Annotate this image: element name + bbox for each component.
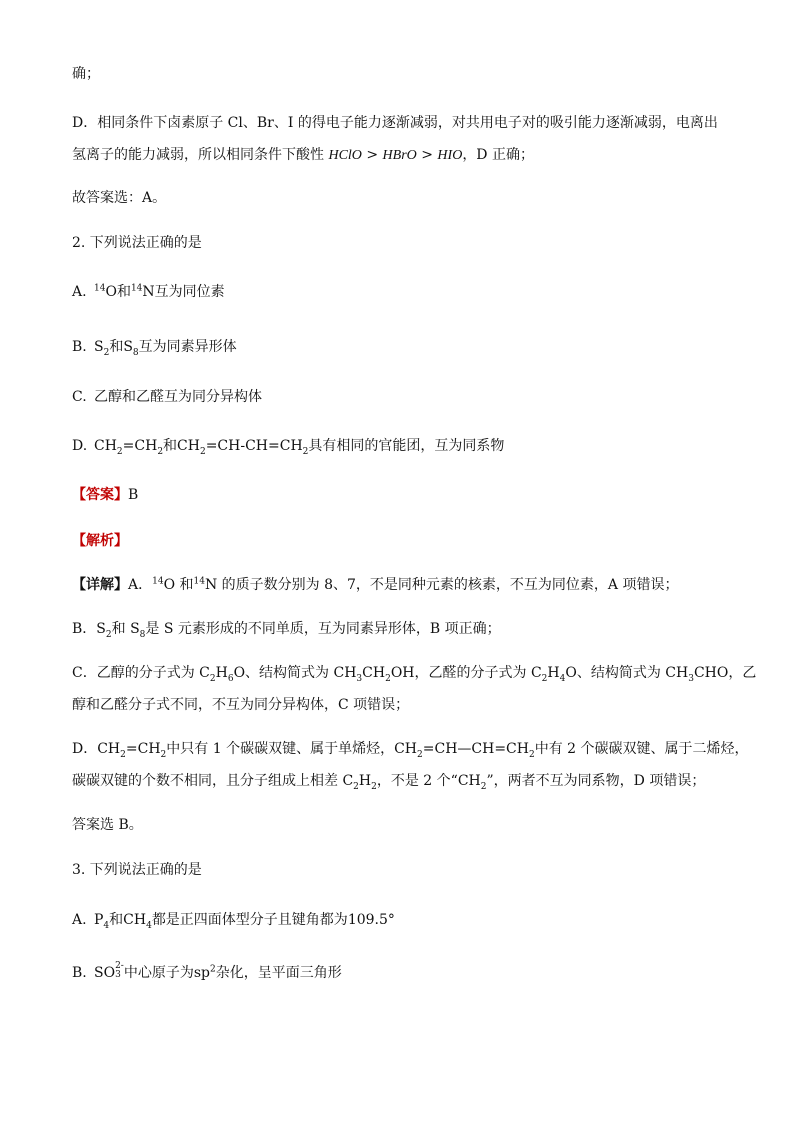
q2-detail-line3 xyxy=(72,663,757,684)
q2-option-c xyxy=(72,387,754,407)
subscript: 2 xyxy=(120,749,126,760)
subscript: 2 xyxy=(157,446,164,457)
text: 中有 2 个碳碳双键、属于二烯烃， xyxy=(534,741,749,757)
text: H xyxy=(358,773,372,789)
subscript: 2 xyxy=(528,749,535,760)
subscript: 3 xyxy=(115,970,121,980)
subscript: 2 xyxy=(116,446,123,457)
subscript: 2 xyxy=(541,673,548,684)
prev-option-d-line2 xyxy=(72,145,754,166)
q2-stem xyxy=(72,233,754,253)
formula-hio: HIO xyxy=(437,148,463,163)
superscript: 2 xyxy=(210,964,216,975)
subscript: 8 xyxy=(132,347,139,358)
text: =CH xyxy=(125,741,161,757)
prev-answer-tail xyxy=(72,64,754,84)
text: O xyxy=(105,284,117,300)
text: 碳碳双键的个数不相同，且分子组成上相差 C xyxy=(72,773,354,789)
mass-number: 14 xyxy=(130,283,143,294)
text: OH，乙醛的分子式为 C xyxy=(390,665,542,681)
text: CH xyxy=(123,912,147,928)
q3-stem xyxy=(72,860,754,880)
text: SO xyxy=(94,965,116,981)
text: 中心原子为 xyxy=(123,965,194,981)
option-label: C. xyxy=(72,389,87,405)
text: N 的质子数分别为 8、7，不是同种元素的核素，不互为同位素，A 项错误； xyxy=(204,577,679,593)
subscript: 4 xyxy=(146,920,152,931)
gt-sign: > xyxy=(366,147,379,163)
q2-detail-line6 xyxy=(72,771,754,791)
explanation-tag: 【解析】 xyxy=(72,533,128,549)
text: H xyxy=(215,665,228,681)
text: 互为同素异形体 xyxy=(138,339,237,355)
text: 氢离子的能力减弱，所以相同条件下酸性 xyxy=(72,147,324,163)
text: CH xyxy=(94,438,117,454)
text: 都是正四面体型分子且键角都为 xyxy=(151,912,348,928)
subscript: 6 xyxy=(227,673,234,684)
subscript: 3 xyxy=(688,673,694,684)
option-label: A. xyxy=(72,912,87,928)
formula-hclo: HClO xyxy=(328,148,362,163)
text: 确； xyxy=(72,66,100,82)
text: ，不是 2 个“CH xyxy=(376,773,481,789)
subscript: 8 xyxy=(139,629,146,640)
text: H xyxy=(547,665,560,681)
text: O、结构简式为 CH xyxy=(565,665,689,681)
text: 2. 下列说法正确的是 xyxy=(72,235,202,251)
text: 中只有 1 个碳碳双键、属于单烯烃，CH xyxy=(166,741,418,757)
answer-value: B xyxy=(128,487,139,503)
option-label: D. xyxy=(72,438,88,454)
text: 答案选 B。 xyxy=(72,817,143,833)
text: 和 xyxy=(109,339,124,355)
text: P xyxy=(94,912,104,928)
text: = xyxy=(122,438,135,454)
mass-number: 14 xyxy=(152,576,164,587)
answer-tag: 【答案】 xyxy=(72,487,128,503)
text: =CH-CH= xyxy=(205,438,280,454)
text: ”，两者不互为同系物，D 项错误； xyxy=(486,773,706,789)
q2-final-answer xyxy=(72,815,754,835)
q2-detail-line2 xyxy=(72,619,754,639)
text: CH xyxy=(134,438,158,454)
text: 乙醇和乙醛互为同分异构体 xyxy=(94,389,262,405)
text: D．CH xyxy=(72,741,121,757)
q3-option-a xyxy=(72,910,754,930)
subscript: 2 xyxy=(480,781,487,792)
text: CHO，乙 xyxy=(693,665,757,681)
text: D．相同条件下卤素原子 Cl、Br、I 的得电子能力逐渐减弱，对共用电子对的吸引能力逐渐减弱，电离出 xyxy=(72,115,718,131)
text: O、结构简式为 CH xyxy=(233,665,357,681)
option-label: B. xyxy=(72,339,87,355)
mass-number: 14 xyxy=(193,576,205,587)
text: 杂化，呈平面三角形 xyxy=(215,965,342,981)
subscript: 2 xyxy=(160,749,167,760)
text: ，D 正确； xyxy=(462,147,534,163)
text: 故答案选：A。 xyxy=(72,190,167,206)
subscript: 2 xyxy=(103,347,110,358)
option-label: B. xyxy=(72,965,87,981)
subscript: 3 xyxy=(356,673,363,684)
text: =CH—CH=CH xyxy=(422,741,529,757)
text: 醇和乙醛分子式不同，不互为同分异构体，C 项错误； xyxy=(72,697,410,713)
text: 互为同位素 xyxy=(154,284,225,300)
q2-detail-line4 xyxy=(72,695,754,715)
q2-option-a xyxy=(72,282,754,302)
ion-charge: 2- xyxy=(115,961,124,971)
text: CH xyxy=(177,438,200,454)
text: 和 xyxy=(116,284,131,300)
subscript: 2 xyxy=(417,749,423,760)
text: S xyxy=(123,339,133,355)
text: 具有相同的官能团，互为同系物 xyxy=(308,438,505,454)
text: 和 xyxy=(109,912,124,928)
text: N xyxy=(142,284,155,300)
text: 3. 下列说法正确的是 xyxy=(72,862,202,878)
gt-sign: > xyxy=(421,147,433,163)
q2-detail-line5 xyxy=(72,739,754,759)
text: CH xyxy=(279,438,303,454)
text: 和 xyxy=(163,438,178,454)
subscript: 4 xyxy=(559,673,566,684)
text: A． xyxy=(128,577,153,593)
text: 和 S xyxy=(111,621,140,637)
mass-number: 14 xyxy=(94,283,106,294)
text: 是 S 元素形成的不同单质，互为同素异形体，B 项正确； xyxy=(145,621,501,637)
detail-tag: 【详解】 xyxy=(72,577,128,593)
q2-option-d xyxy=(72,436,754,456)
subscript: 2 xyxy=(105,629,112,640)
prev-final-answer xyxy=(72,188,754,208)
text: CH xyxy=(362,665,386,681)
subscript: 2 xyxy=(371,781,377,792)
q2-detail-line1 xyxy=(72,575,754,595)
text: S xyxy=(94,339,104,355)
q2-answer xyxy=(72,485,754,505)
q2-option-b xyxy=(72,337,754,357)
ion-script xyxy=(115,962,124,980)
subscript: 2 xyxy=(209,673,216,684)
prev-option-d-line1 xyxy=(72,113,754,133)
subscript: 2 xyxy=(199,446,206,457)
bond-angle: 109.5° xyxy=(347,912,395,928)
formula-hbro: HBrO xyxy=(382,148,417,163)
text: B．S xyxy=(72,621,106,637)
q3-option-b xyxy=(72,963,754,983)
text: sp xyxy=(193,965,211,981)
option-label: A. xyxy=(72,284,87,300)
subscript: 2 xyxy=(302,446,309,457)
q2-explanation-tag xyxy=(72,531,754,551)
text: O 和 xyxy=(163,577,194,593)
subscript: 2 xyxy=(353,781,359,792)
subscript: 4 xyxy=(103,920,110,931)
text: C．乙醇的分子式为 C xyxy=(72,665,210,681)
subscript: 2 xyxy=(385,673,391,684)
